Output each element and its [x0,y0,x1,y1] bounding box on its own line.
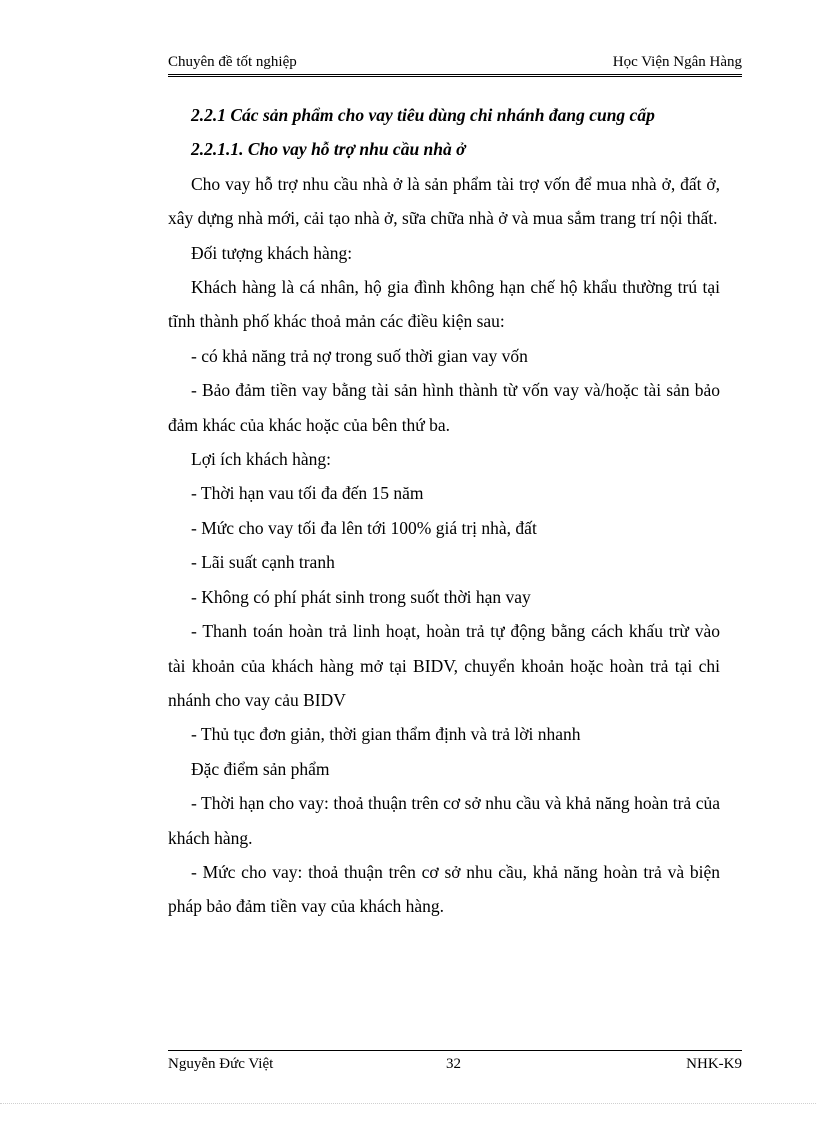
page-footer [168,1054,742,1074]
paragraph-label: Đối tượng khách hàng: [191,242,353,263]
header-institution: Học Viện Ngân Hàng [612,54,742,70]
paragraph: Khách hàng là cá nhân, hộ gia đình không hạn chế hộ khẩu thường trú tại tĩnh thành phố khác thoả mản các điều kiện sau: [168,277,720,332]
page-header [168,52,742,72]
section-heading: 2.2.1 Các sản phẩm cho vay tiêu dùng chi nhánh đang cung cấp [191,105,655,125]
list-item: - có khả năng trả nợ trong suố thời gian vay vốn [191,345,528,366]
page-edge [0,1103,816,1104]
paragraph-label: Lợi ích khách hàng: [191,449,331,470]
footer-author: Nguyễn Đức Việt [168,1056,274,1072]
list-item: - Mức cho vay: thoả thuận trên cơ sở nhu cầu, khả năng hoàn trả và biện pháp bảo đảm tiền vay của khách hàng. [168,861,720,917]
list-item: - Thủ tục đơn giản, thời gian thẩm định và trả lời nhanh [191,724,581,745]
list-item: - Bảo đảm tiền vay bằng tài sản hình thành từ vốn vay và/hoặc tài sản bảo đảm khác của khác hoặc của bên thứ ba. [168,380,720,435]
list-item: - Thời hạn vau tối đa đến 15 năm [191,483,424,504]
list-item: - Mức cho vay tối đa lên tới 100% giá trị nhà, đất [191,517,537,538]
paragraph: Cho vay hỗ trợ nhu cầu nhà ở là sản phẩm tài trợ vốn để mua nhà ở, đất ở, xây dựng nhà mới, cải tạo nhà ở, sữa chữa nhà ở và mua sắm trang trí nội thất. [168,173,720,229]
header-divider-double [168,76,742,77]
subsection-heading: 2.2.1.1. Cho vay hỗ trợ nhu cầu nhà ở [191,139,466,160]
paragraph-label: Đặc điểm sản phẩm [191,758,330,779]
header-divider [168,74,742,75]
list-item: - Không có phí phát sinh trong suốt thời hạn vay [191,586,531,607]
list-item: - Thời hạn cho vay: thoả thuận trên cơ sở nhu cầu và khả năng hoàn trả của khách hàng. [168,793,720,848]
list-item: - Thanh toán hoàn trả linh hoạt, hoàn trả tự động bằng cách khấu trừ vào tài khoản của khách hàng mở tại BIDV, chuyển khoản hoặc hoàn trả tại chi nhánh cho vay cảu BIDV [168,621,720,710]
page-number: 32 [446,1056,461,1072]
header-document-title: Chuyên đề tốt nghiệp [168,54,297,70]
footer-divider [168,1050,742,1051]
list-item: - Lãi suất cạnh tranh [191,552,335,573]
footer-class-code: NHK-K9 [686,1056,742,1072]
page-body [168,98,720,924]
